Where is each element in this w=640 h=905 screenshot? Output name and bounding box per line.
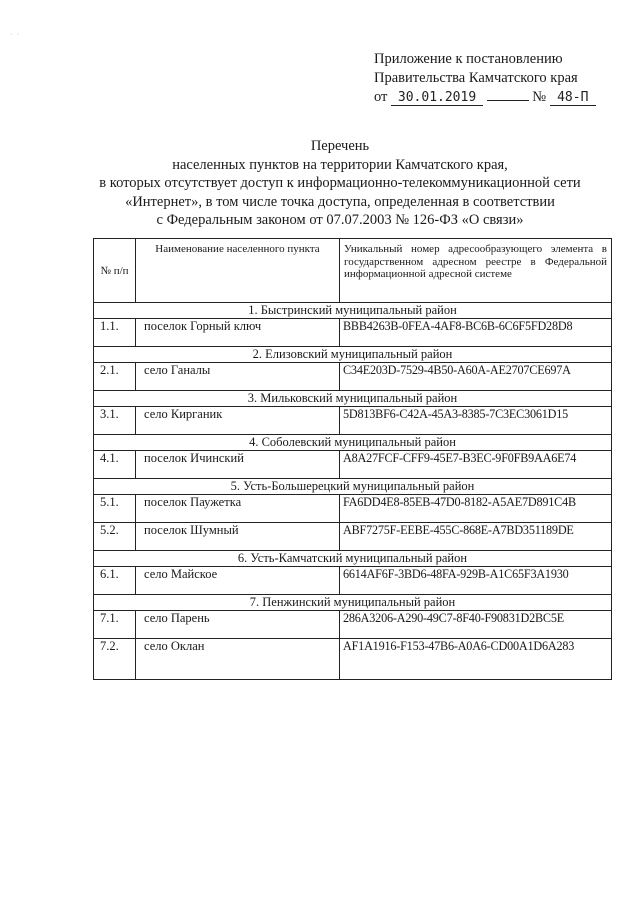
table-row — [94, 451, 612, 479]
row-code: A8A27FCF-CFF9-45E7-B3EC-9F0FB9AA6E74 — [340, 451, 612, 479]
row-name: село Кирганик — [136, 407, 340, 435]
district-title: 5. Усть-Большерецкий муниципальный район — [94, 479, 612, 495]
district-title: 4. Соболевский муниципальный район — [94, 435, 612, 451]
district-row — [94, 391, 612, 407]
number-value: 48-П — [550, 90, 596, 106]
table-row — [94, 567, 612, 595]
row-code: FA6DD4E8-85EB-47D0-8182-A5AE7D891C4B — [340, 495, 612, 523]
header-name: Наименование населенного пункта — [136, 239, 340, 303]
district-title: 6. Усть-Камчатский муниципальный район — [94, 551, 612, 567]
row-num: 4.1. — [94, 451, 136, 479]
row-code: C34E203D-7529-4B50-A60A-AE2707CE697A — [340, 363, 612, 391]
row-code: 6614AF6F-3BD6-48FA-929B-A1C65F3A1930 — [340, 567, 612, 595]
row-num: 5.2. — [94, 523, 136, 551]
document-title — [60, 137, 620, 230]
row-name: поселок Шумный — [136, 523, 340, 551]
table-row — [94, 363, 612, 391]
table-row — [94, 611, 612, 639]
header-code: Уникальный номер адресообразующего элемента в государственном адресном реестре в Федеральной информационной адресной системе — [340, 239, 612, 303]
row-name: село Майское — [136, 567, 340, 595]
table-row — [94, 319, 612, 347]
number-prefix: № — [532, 89, 547, 105]
row-num: 5.1. — [94, 495, 136, 523]
row-num: 7.2. — [94, 639, 136, 680]
annex-line-1: Приложение к постановлению — [374, 51, 563, 67]
row-num: 2.1. — [94, 363, 136, 391]
title-line-4: «Интернет», в том числе точка доступа, определенная в соответствии — [125, 193, 555, 210]
settlements-table — [93, 238, 612, 680]
scan-specks: · · — [10, 30, 20, 39]
district-title: 3. Мильковский муниципальный район — [94, 391, 612, 407]
table-row — [94, 407, 612, 435]
row-num: 1.1. — [94, 319, 136, 347]
annex-header — [374, 50, 596, 107]
annex-date-line — [374, 88, 596, 107]
row-num: 3.1. — [94, 407, 136, 435]
table-header-row — [94, 239, 612, 303]
title-line-5: с Федеральным законом от 07.07.2003 № 126-ФЗ «О связи» — [156, 212, 524, 228]
row-name: поселок Паужетка — [136, 495, 340, 523]
district-row — [94, 551, 612, 567]
annex-line-2: Правительства Камчатского края — [374, 70, 578, 86]
district-title: 2. Елизовский муниципальный район — [94, 347, 612, 363]
title-line-3: в которых отсутствует доступ к информационно-телекоммуникационной сети — [99, 175, 581, 191]
date-prefix: от — [374, 89, 388, 105]
title-line-2: населенных пунктов на территории Камчатского края, — [172, 156, 508, 173]
district-row — [94, 303, 612, 319]
row-name: поселок Ичинский — [136, 451, 340, 479]
row-name: село Ганалы — [136, 363, 340, 391]
header-num: № п/п — [94, 239, 136, 303]
district-title: 7. Пенжинский муниципальный район — [94, 595, 612, 611]
row-code: ABF7275F-EEBE-455C-868E-A7BD351189DE — [340, 523, 612, 551]
table-row — [94, 639, 612, 680]
row-num: 7.1. — [94, 611, 136, 639]
district-row — [94, 595, 612, 611]
row-name: поселок Горный ключ — [136, 319, 340, 347]
district-title: 1. Быстринский муниципальный район — [94, 303, 612, 319]
table-row — [94, 495, 612, 523]
row-code: 5D813BF6-C42A-45A3-8385-7C3EC3061D15 — [340, 407, 612, 435]
row-name: село Оклан — [136, 639, 340, 680]
row-code: AF1A1916-F153-47B6-A0A6-CD00A1D6A283 — [340, 639, 612, 680]
row-num: 6.1. — [94, 567, 136, 595]
row-code: 286A3206-A290-49C7-8F40-F90831D2BC5E — [340, 611, 612, 639]
district-row — [94, 347, 612, 363]
date-underline-tail — [487, 100, 529, 101]
row-name: село Парень — [136, 611, 340, 639]
table-row — [94, 523, 612, 551]
row-code: BBB4263B-0FEA-4AF8-BC6B-6C6F5FD28D8 — [340, 319, 612, 347]
district-row — [94, 479, 612, 495]
district-row — [94, 435, 612, 451]
date-value: 30.01.2019 — [391, 90, 483, 106]
title-line-1: Перечень — [310, 138, 370, 154]
